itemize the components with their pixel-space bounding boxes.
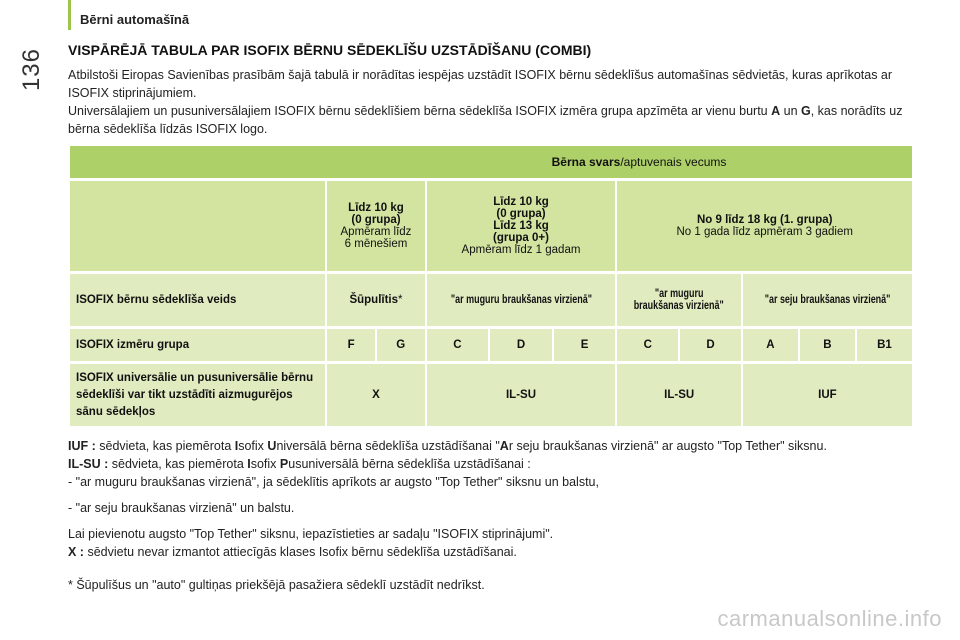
note-text: r seju braukšanas virzienā" ar augsto "Top Tether" siksnu. bbox=[508, 439, 827, 453]
group-0-cell bbox=[327, 181, 424, 271]
intro-paragraph-2 bbox=[68, 102, 928, 138]
universal-row bbox=[70, 364, 912, 426]
group-row bbox=[70, 181, 912, 271]
universal-label-line: ISOFIX universālie un pusuniversālie bērnu bbox=[76, 371, 314, 384]
section-accent-bar bbox=[68, 0, 71, 30]
note-ilsu bbox=[68, 455, 928, 473]
note-text: sofix bbox=[238, 439, 268, 453]
note-key: IUF : bbox=[68, 439, 96, 453]
note-letter: I bbox=[247, 457, 251, 471]
group-0plus-line: Līdz 13 kg bbox=[493, 220, 549, 232]
note-letter: I bbox=[234, 439, 239, 453]
page-heading: VISPĀRĒJĀ TABULA PAR ISOFIX BĒRNU SĒDEKLĪŠU UZSTĀDĪŠANU (COMBI) bbox=[68, 42, 592, 58]
note-text: sofix bbox=[250, 457, 280, 471]
intro-text-part: Universālajiem un pusuniversālajiem ISOFIX bērnu sēdeklīšiem bērna sēdeklīša ISOFIX izmēra grupa apzīmēta ar vienu burtu bbox=[68, 104, 772, 118]
weight-header-cell bbox=[70, 146, 912, 178]
watermark-logo: carmanualsonline.info bbox=[717, 606, 942, 631]
intro-paragraph-1: Atbilstoši Eiropas Savienības prasībām šajā tabulā ir norādītas iespējas uzstādīt ISOFIX bērnu sēdeklīšus automašīnas sēdvietās, kuras aprīkotas ar ISOFIX stiprinājumiem. bbox=[68, 68, 893, 100]
intro-text-part: un bbox=[780, 104, 801, 118]
note-iuf bbox=[68, 437, 928, 455]
page-number: 136 bbox=[18, 48, 45, 92]
group-0-line: (0 grupa) bbox=[351, 214, 401, 226]
size-group-label: ISOFIX izmēru grupa bbox=[70, 329, 325, 361]
group-0plus-line: Līdz 10 kg bbox=[493, 196, 549, 208]
rear-facing-text: "ar muguru braukšanas virzienā" bbox=[450, 294, 592, 306]
weight-header-rest: /aptuvenais vecums bbox=[620, 155, 727, 169]
note-key: IL-SU : bbox=[68, 457, 109, 471]
universal-label-line: sēdeklīši var tikt uzstādīti aizmugurējos bbox=[76, 388, 293, 401]
note-x bbox=[68, 543, 928, 561]
note-letter: P bbox=[279, 457, 289, 471]
rear-facing-line: braukšanas virzienā" bbox=[634, 300, 725, 312]
universal-cell: IL-SU bbox=[427, 364, 616, 426]
footnote: * Šūpulīšus un "auto" gultiņas priekšējā pasažiera sēdeklī uzstādīt nedrīkst. bbox=[68, 578, 485, 592]
intro-text bbox=[68, 66, 928, 138]
size-cell: B1 bbox=[857, 329, 912, 361]
isofix-table bbox=[68, 143, 914, 429]
note-bullet-2: - "ar seju braukšanas virzienā" un balstu. bbox=[68, 501, 295, 515]
note-text: sēdvietu nevar izmantot attiecīgās klases Isofix bērnu sēdeklīša uzstādīšanai. bbox=[83, 545, 517, 559]
note-key: X : bbox=[68, 545, 84, 559]
universal-cell: IL-SU bbox=[617, 364, 740, 426]
seat-type-rear-facing bbox=[427, 274, 616, 326]
group-0-line: Līdz 10 kg bbox=[348, 202, 404, 214]
size-cell: D bbox=[490, 329, 552, 361]
size-cell: C bbox=[427, 329, 489, 361]
weight-header-bold: Bērna svars bbox=[551, 155, 621, 169]
note-letter: U bbox=[267, 439, 277, 453]
seat-type-carrycot bbox=[327, 274, 424, 326]
universal-cell: IUF bbox=[743, 364, 912, 426]
group-0-line: 6 mēnešiem bbox=[344, 238, 408, 250]
group-1-line: No 1 gada līdz apmēram 3 gadiem bbox=[676, 226, 853, 238]
seat-type-forward-facing bbox=[743, 274, 912, 326]
note-letter: A bbox=[499, 439, 509, 453]
weight-header-row bbox=[70, 146, 912, 178]
note-text: sēdvieta, kas piemērota bbox=[95, 439, 235, 453]
group-0plus-line: (0 grupa) bbox=[496, 208, 546, 220]
rear-facing-line: "ar muguru bbox=[654, 288, 704, 300]
group-0-line: Apmēram līdz bbox=[340, 226, 412, 238]
legend-notes bbox=[68, 437, 928, 561]
seat-type-row bbox=[70, 274, 912, 326]
note-text: sēdvieta, kas piemērota bbox=[108, 457, 248, 471]
carrycot-text: Šūpulītis bbox=[349, 294, 399, 306]
seat-type-label: ISOFIX bērnu sēdeklīša veids bbox=[70, 274, 325, 326]
intro-text-part: , kas norādīts uz bērna sēdeklīša līdzās ISOFIX logo. bbox=[68, 104, 903, 136]
size-cell: E bbox=[554, 329, 616, 361]
group-row-empty bbox=[70, 181, 325, 271]
section-title: Bērni automašīnā bbox=[80, 12, 190, 27]
group-1-line: No 9 līdz 18 kg (1. grupa) bbox=[696, 214, 833, 226]
note-text: niversālā bērna sēdeklīša uzstādīšanai " bbox=[276, 439, 500, 453]
size-cell: G bbox=[377, 329, 425, 361]
universal-label bbox=[70, 364, 325, 426]
size-letter-g: G bbox=[801, 104, 811, 118]
size-letter-a: A bbox=[771, 104, 781, 118]
size-cell: F bbox=[327, 329, 374, 361]
size-cell: D bbox=[680, 329, 741, 361]
size-cell: B bbox=[800, 329, 855, 361]
universal-label-line: sānu sēdekļos bbox=[76, 405, 156, 418]
group-1-cell bbox=[617, 181, 912, 271]
universal-cell: X bbox=[327, 364, 424, 426]
seat-type-rear-facing-2 bbox=[617, 274, 740, 326]
size-cell: A bbox=[743, 329, 798, 361]
size-group-row bbox=[70, 329, 912, 361]
footnote-mark: * bbox=[398, 294, 403, 306]
group-0plus-line: Apmēram līdz 1 gadam bbox=[461, 244, 581, 256]
note-bullet-1: - "ar muguru braukšanas virzienā", ja sēdeklītis aprīkots ar augsto "Top Tether" siksnu un balstu, bbox=[68, 475, 599, 489]
forward-facing-text: "ar seju braukšanas virzienā" bbox=[764, 294, 891, 306]
group-0plus-line: (grupa 0+) bbox=[493, 232, 549, 244]
note-text: usuniversālā bērna sēdeklīša uzstādīšanai : bbox=[288, 457, 531, 471]
group-0plus-cell bbox=[427, 181, 616, 271]
size-cell: C bbox=[617, 329, 678, 361]
note-top-tether: Lai pievienotu augsto "Top Tether" siksnu, iepazīstieties ar sadaļu "ISOFIX stiprinājumi". bbox=[68, 527, 554, 541]
